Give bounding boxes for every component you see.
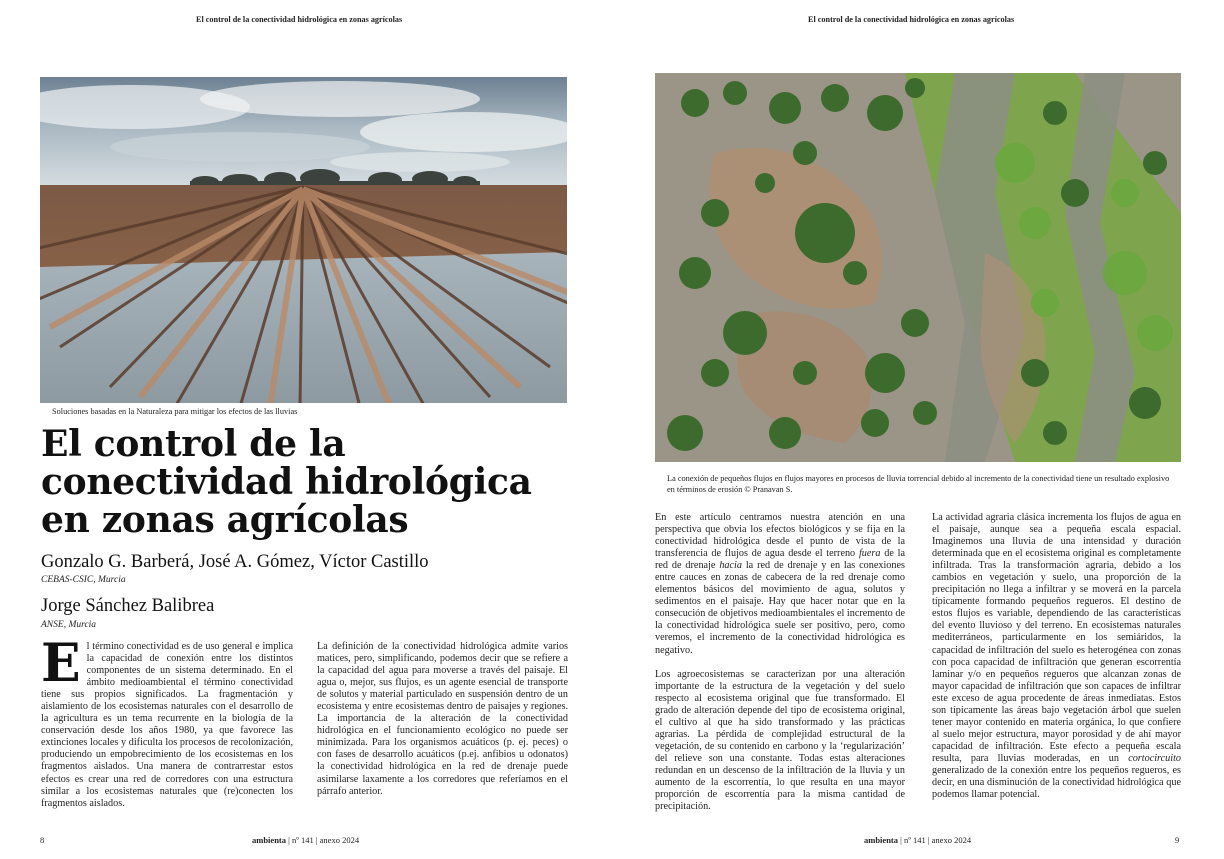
left-column-2 [317,641,568,798]
flooded-field-photo [40,77,567,403]
running-head-right: El control de la conectividad hidrológica en zonas agrícolas [808,15,1015,24]
emphasis-cortocircuito: cortocircuito [1128,752,1181,764]
footer-left [252,835,359,845]
right-column-2 [932,512,1181,801]
running-head-left: El control de la conectividad hidrológica en zonas agrícolas [196,15,403,24]
magazine-name: ambienta [864,835,898,845]
footer-right [864,835,971,845]
text-run: La actividad agraria clásica incrementa los flujos de agua en el paisaje, aunque sea a pequeña escala espacial. Imaginemos una lluvia de una intensidad y duración determinada que en el ecosistema original es completamente infiltrada. Tras la transformación agraria, debido a los cambios en vegetación y suelo, una proporción de la precipitación no llega a infiltrar y se moverá en la parcela típicamente formando pequeños regueros. El destino de estos flujos es variable, dependiendo de las características del evento lluvioso y del terreno. En ecosistemas naturales mediterráneos, particularmente en los semiáridos, la capacidad de infiltración del suelo es heterogénea con zonas con poca capacidad de infiltración que generan escorrentía laminar y/o en pequeños regueros que alcanzan zonas de mayor capacidad de infiltración que son capaces de infiltrar este exceso de agua procedente de áreas inmediatas. Estos son típicamente las áreas bajo vegetación árbol que suelen tener mayor contenido en materia orgánica, lo que confiere al suelo mejor estructura, mayor porosidad y de ahí mayor capacidad de infiltración. Este efecto a pequeña escala resulta, para lluvias moderadas, en un [932,512,1181,764]
intro-paragraph [41,633,293,810]
page-number-left: 8 [40,835,45,845]
emphasis-hacia: hacia [719,560,742,572]
affiliation-2: ANSE, Murcia [41,620,97,630]
issue-info: | nº 141 | anexo 2024 [900,835,972,845]
right-photo-caption: La conexión de pequeños flujos en flujos mayores en procesos de lluvia torrencial debido al incremento de la conectividad tiene un resultado explosivo en términos de erosión © Pranavan S. [667,474,1170,494]
agroecosystems-paragraph: Los agroecosistemas se caracterizan por una alteración importante de la estructura de la vegetación y del suelo respecto al ecosistema original que fue transformado. El grado de alteración depende del tipo de ecosistema original, el cultivo al que ha sido transformado y las prácticas agrarias. La pérdida de complejidad estructural de la vegetación, de su contenido en carbono y la ‘regularización’ del relieve son una constante. Todas estas alteraciones redundan en un descenso de la infiltración de la lluvia y un aumento de la escorrentía, lo que resulta en una mayor proporción de escorrentía para la misma cantidad de precipitación. [655,668,905,813]
text-run: de la red de drenaje [655,548,905,572]
perspective-paragraph [655,512,905,657]
page-number-right: 9 [1175,835,1180,845]
agrarian-activity-paragraph [932,512,1181,801]
left-column-1 [41,633,293,810]
right-page [612,0,1224,859]
definition-paragraph: La definición de la conectividad hidrológica admite varios matices, pero, simplificando, podemos decir que se refiere a la capacidad del agua para moverse a través del paisaje. El agua o, mejor, sus flujos, es un agente esencial de transporte de solutos y material particulado en suspensión dentro de un ecosistema y entre ecosistemas dentro de paisajes y regiones. La importancia de la alteración de la conectividad hidrológica en el funcionamiento ecológico no puede ser minimizada. Para los organismos acuáticos (p. ej. peces) o con fases de desarrollo acuáticos (p.ej. anfibios u odonatos) la conectividad hidrológica en la red de drenaje puede asimilarse laxamente a los corredores que referíamos en el párrafo anterior. [317,641,568,797]
affiliation-1: CEBAS-CSIC, Murcia [41,575,126,585]
right-column-1 [655,512,905,813]
magazine-name: ambienta [252,835,286,845]
text-run: generalizado de la conexión entre los pequeños regueros, es decir, en una disminución de la conectividad hidrológica que podemos llamar potencial. [932,764,1181,801]
aerial-erosion-photo [655,73,1181,462]
left-photo-caption: Soluciones basadas en la Naturaleza para mitigar los efectos de las lluvias [52,407,298,416]
dropcap: E [41,633,81,694]
authors-line-2: Jorge Sánchez Balibrea [41,596,215,616]
text-run: En este artículo centramos nuestra atención en una perspectiva que obvia los efectos biológicos y se fija en la conectividad hidrológica desde el punto de vista de la transferencia de flujos de agua desde el terreno [655,512,905,560]
text-run: la red de drenaje y en las conexiones entre cauces en zonas de cabecera de la red drenaje como elementos básicos del movimiento de agua, solutos y sedimentos en el paisaje. Hay que hacer notar que en la consecución de objetivos medioambientales el incremento de la conectividad hidrológica suele ser positivo, pero, como veremos, el incremento de la conectividad hidrológica es negativo. [655,560,905,656]
intro-text: l término conectividad es de uso general e implica la capacidad de conexión entre los distintos componentes de un sistema determinado. En el ámbito medioambiental el término conectividad tiene sus propios significados. La fragmentación y aislamiento de los ecosistemas naturales con el desarrollo de la agricultura es un tema recurrente en la biología de la conservación desde los años 1980, ya que favorece las extinciones locales y dificulta los procesos de recolonización, produciendo un empobrecimiento de los ecosistemas en los fragmentos aislados. Una manera de contrarrestar estos efectos es crear una red de corredores con una estructura similar a los ecosistemas naturales que (re)conecten los fragmentos aislados. [41,641,293,809]
issue-info: | nº 141 | anexo 2024 [288,835,360,845]
article-title: El control de la conectividad hidrológica en zonas agrícolas [41,423,532,541]
emphasis-fuera: fuera [858,548,881,560]
authors-line-1: Gonzalo G. Barberá, José A. Gómez, Víctor Castillo [41,552,429,572]
